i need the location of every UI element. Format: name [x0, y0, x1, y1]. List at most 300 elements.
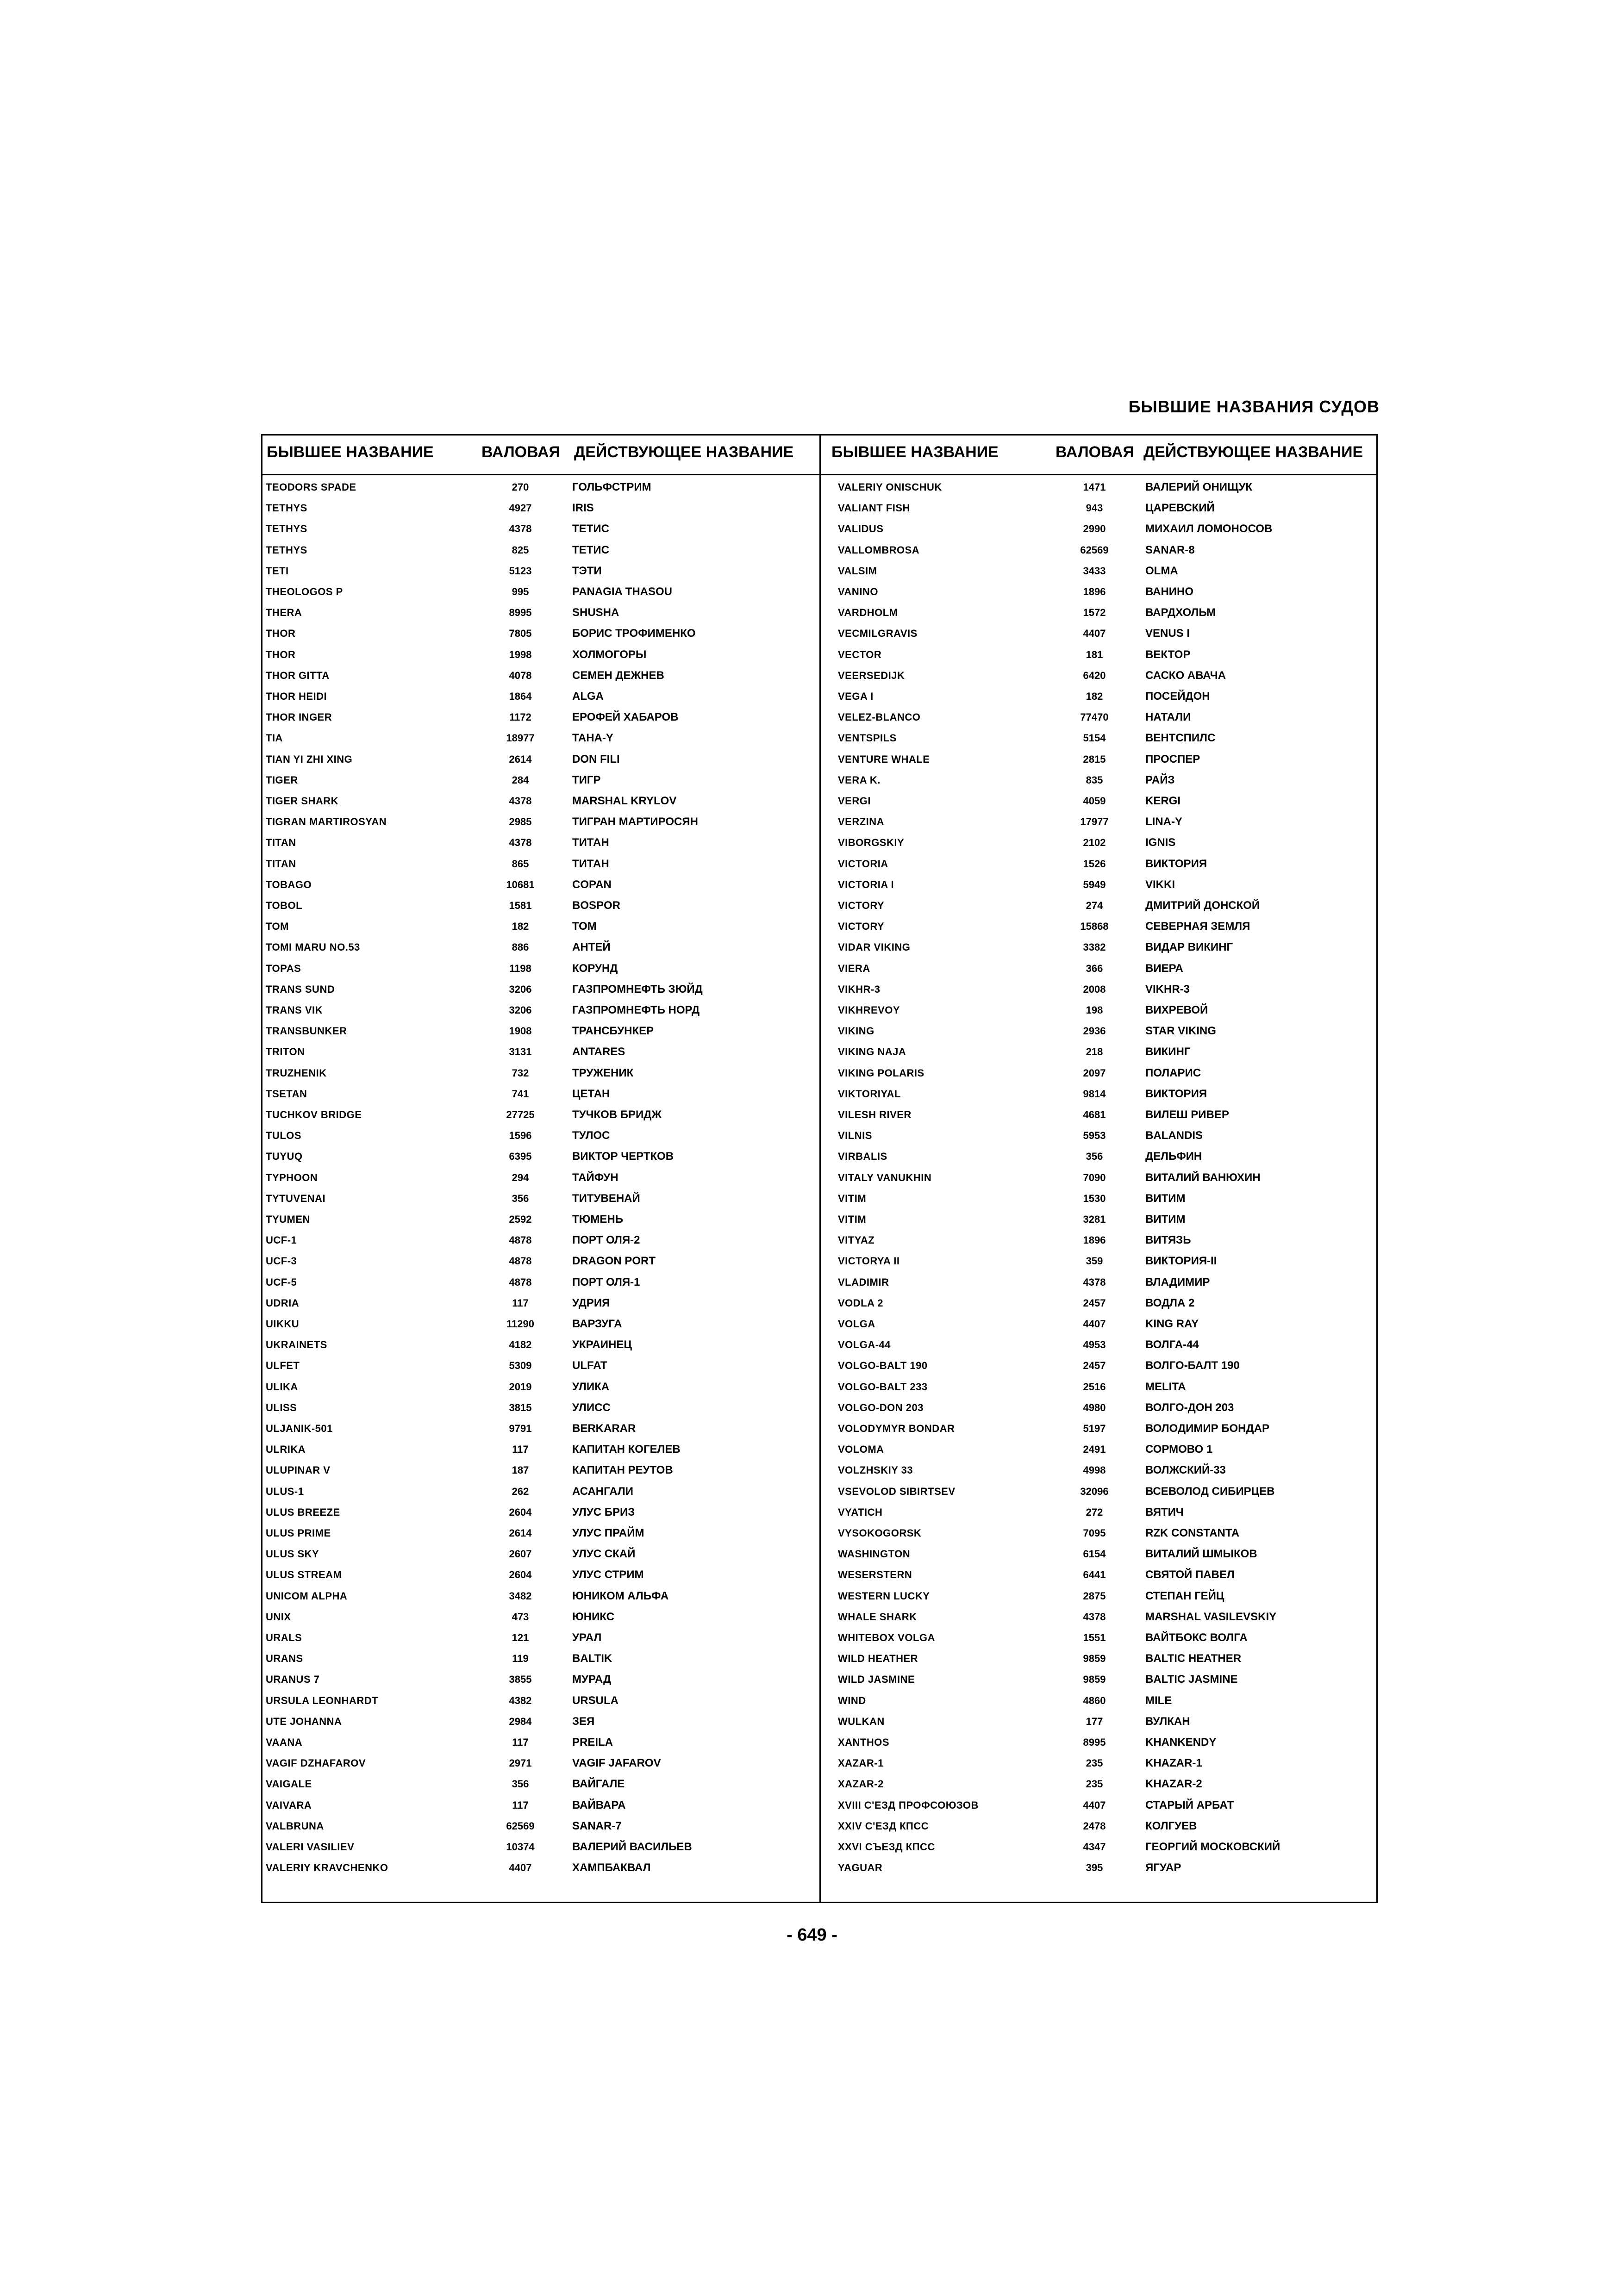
tonnage-cell: 2019	[509, 1381, 532, 1393]
tonnage-cell: 8995	[1083, 1736, 1106, 1748]
new-name-cell: ВИХРЕВОЙ	[1145, 1004, 1208, 1016]
tonnage-cell: 272	[1086, 1506, 1103, 1518]
new-name-cell: ТАЙФУН	[572, 1171, 618, 1184]
new-name-cell: СЕВЕРНАЯ ЗЕМЛЯ	[1145, 920, 1250, 933]
new-name-cell: КАПИТАН КОГЕЛЕВ	[572, 1443, 681, 1456]
old-name-cell: TUCHKOV BRIDGE	[266, 1109, 362, 1120]
tonnage-cell: 2607	[509, 1548, 532, 1560]
old-name-cell: VICTORY	[838, 921, 885, 933]
new-name-cell: ГОЛЬФСТРИМ	[572, 481, 651, 493]
old-name-cell: THOR	[266, 628, 296, 640]
old-name-cell: VILNIS	[838, 1130, 872, 1142]
tonnage-cell: 1530	[1083, 1192, 1106, 1204]
old-name-cell: VALERIY KRAVCHENKO	[266, 1862, 388, 1874]
new-name-cell: ВАРДХОЛЬМ	[1145, 606, 1216, 619]
old-name-cell: URANUS 7	[266, 1674, 320, 1686]
old-name-cell: TIGER SHARK	[266, 795, 339, 807]
tonnage-cell: 6395	[509, 1151, 532, 1163]
tonnage-cell: 1526	[1083, 858, 1106, 870]
tonnage-cell: 1198	[509, 962, 531, 974]
new-name-cell: ТИГРАН МАРТИРОСЯН	[572, 815, 698, 828]
tonnage-cell: 3382	[1083, 941, 1106, 953]
old-name-cell: ULFET	[266, 1360, 300, 1372]
old-name-cell: VERZINA	[838, 816, 885, 828]
new-name-cell: АНТЕЙ	[572, 941, 611, 954]
old-name-cell: VICTORIA	[838, 858, 888, 870]
new-name-cell: РАЙЗ	[1145, 773, 1175, 786]
old-name-cell: VOLZHSKIY 33	[838, 1464, 913, 1476]
new-name-cell: DRAGON PORT	[572, 1255, 656, 1268]
new-name-cell: ТИГР	[572, 773, 601, 786]
new-name-cell: ВОДЛА 2	[1145, 1296, 1195, 1309]
tonnage-cell: 117	[512, 1444, 529, 1456]
tonnage-cell: 1896	[1083, 1234, 1106, 1246]
old-name-cell: TETHYS	[266, 502, 307, 514]
old-name-cell: THOR GITTA	[266, 669, 330, 681]
old-name-cell: TOM	[266, 921, 289, 933]
old-name-cell: TETHYS	[266, 544, 307, 556]
old-name-cell: TITAN	[266, 858, 296, 870]
tonnage-cell: 2990	[1083, 523, 1106, 535]
tonnage-cell: 2875	[1083, 1590, 1106, 1602]
new-name-cell: ЕРОФЕЙ ХАБАРОВ	[572, 711, 679, 724]
new-name-cell: ТЭТИ	[572, 564, 602, 577]
tonnage-cell: 356	[1086, 1151, 1103, 1163]
old-name-cell: TRITON	[266, 1046, 305, 1058]
tonnage-cell: 4927	[509, 502, 532, 514]
new-name-cell: ВИТИМ	[1145, 1192, 1186, 1205]
new-name-cell: АСАНГАЛИ	[572, 1485, 633, 1498]
new-name-cell: IGNIS	[1145, 836, 1176, 849]
old-name-cell: ULUPINAR V	[266, 1464, 331, 1476]
new-name-cell: УКРАИНЕЦ	[572, 1338, 632, 1351]
new-name-cell: ТРАНСБУНКЕР	[572, 1025, 654, 1038]
new-name-cell: ЦАРЕВСКИЙ	[1145, 502, 1215, 515]
tonnage-cell: 117	[512, 1799, 529, 1811]
new-name-cell: VIKKI	[1145, 878, 1175, 891]
old-name-cell: TIA	[266, 732, 283, 744]
tonnage-cell: 2984	[509, 1715, 532, 1727]
new-name-cell: IRIS	[572, 502, 594, 515]
old-name-cell: WESTERN LUCKY	[838, 1590, 930, 1602]
tonnage-cell: 3482	[509, 1590, 532, 1602]
new-name-cell: СЕМЕН ДЕЖНЕВ	[572, 669, 664, 682]
tonnage-cell: 4378	[509, 795, 532, 807]
tonnage-cell: 1551	[1083, 1632, 1106, 1643]
tonnage-cell: 4878	[509, 1234, 532, 1246]
new-name-cell: ВОЛГО-БАЛТ 190	[1145, 1359, 1240, 1372]
new-name-cell: KHAZAR-2	[1145, 1778, 1202, 1791]
old-name-cell: VOLGA-44	[838, 1339, 891, 1351]
new-name-cell: ГАЗПРОМНЕФТЬ НОРД	[572, 1004, 700, 1016]
old-name-cell: TYUMEN	[266, 1213, 310, 1225]
new-name-cell: URSULA	[572, 1694, 618, 1707]
tonnage-cell: 6441	[1083, 1569, 1106, 1581]
tonnage-cell: 18977	[506, 732, 535, 744]
tonnage-cell: 27725	[506, 1109, 535, 1120]
new-name-cell: STAR VIKING	[1145, 1025, 1216, 1038]
new-name-cell: УЛУС ПРАЙМ	[572, 1527, 644, 1539]
tonnage-cell: 1998	[509, 648, 532, 660]
tonnage-cell: 4078	[509, 669, 532, 681]
new-name-cell: ЗЕЯ	[572, 1715, 595, 1728]
old-name-cell: WULKAN	[838, 1715, 885, 1727]
tonnage-cell: 1572	[1083, 607, 1106, 619]
tonnage-cell: 4407	[1083, 1799, 1106, 1811]
old-name-cell: UKRAINETS	[266, 1339, 327, 1351]
new-name-cell: TAHA-Y	[572, 732, 613, 745]
tonnage-cell: 2614	[509, 1527, 532, 1539]
tonnage-cell: 5197	[1083, 1423, 1106, 1434]
new-name-cell: ТИТАН	[572, 836, 609, 849]
tonnage-cell: 182	[1086, 691, 1103, 702]
old-name-cell: THOR	[266, 648, 296, 660]
old-name-cell: TIGRAN MARTIROSYAN	[266, 816, 387, 828]
new-name-cell: SANAR-8	[1145, 543, 1195, 556]
old-name-cell: VENTSPILS	[838, 732, 897, 744]
tonnage-cell: 1908	[509, 1025, 532, 1037]
tonnage-cell: 4407	[509, 1862, 532, 1874]
tonnage-cell: 5953	[1083, 1130, 1106, 1142]
new-name-cell: ВОЛГА-44	[1145, 1338, 1199, 1351]
new-name-cell: ТИТАН	[572, 857, 609, 870]
old-name-cell: VEERSEDIJK	[838, 669, 905, 681]
tonnage-cell: 1896	[1083, 586, 1106, 597]
new-name-cell: ALGA	[572, 690, 604, 703]
tonnage-cell: 182	[512, 921, 529, 933]
old-name-cell: URSULA LEONHARDT	[266, 1694, 379, 1706]
new-name-cell: ВИКТОРИЯ	[1145, 1087, 1207, 1100]
new-name-cell: ВИТЯЗЬ	[1145, 1234, 1191, 1247]
new-name-cell: СВЯТОЙ ПАВЕЛ	[1145, 1568, 1235, 1581]
tonnage-cell: 270	[512, 481, 529, 493]
old-name-cell: TOPAS	[266, 962, 301, 974]
tonnage-cell: 1864	[509, 691, 532, 702]
old-name-cell: VLADIMIR	[838, 1276, 889, 1288]
new-name-cell: СТЕПАН ГЕЙЦ	[1145, 1589, 1224, 1602]
old-name-cell: VIKING POLARIS	[838, 1067, 924, 1079]
tonnage-cell: 218	[1086, 1046, 1103, 1058]
old-name-cell: VICTORIA I	[838, 878, 894, 890]
new-name-cell: ЯГУАР	[1145, 1861, 1181, 1874]
tonnage-cell: 835	[1086, 774, 1103, 786]
tonnage-cell: 10681	[506, 878, 535, 890]
old-name-cell: VIBORGSKIY	[838, 837, 905, 849]
tonnage-cell: 9859	[1083, 1674, 1106, 1686]
new-name-cell: УДРИЯ	[572, 1296, 610, 1309]
new-name-cell: ВИЛЕШ РИВЕР	[1145, 1108, 1229, 1121]
new-name-cell: BOSPOR	[572, 899, 621, 912]
new-name-cell: ТЮМЕНЬ	[572, 1213, 623, 1226]
new-name-cell: DON FILI	[572, 753, 620, 765]
header-old-name-left: БЫВШЕЕ НАЗВАНИЕ	[267, 443, 434, 461]
old-name-cell: WIND	[838, 1694, 866, 1706]
page-title: БЫВШИЕ НАЗВАНИЯ СУДОВ	[1128, 397, 1380, 416]
tonnage-cell: 77470	[1080, 711, 1109, 723]
new-name-cell: ВАЙВАРА	[572, 1798, 626, 1811]
tonnage-cell: 9859	[1083, 1653, 1106, 1665]
tonnage-cell: 4998	[1083, 1464, 1106, 1476]
old-name-cell: VOLGA	[838, 1318, 875, 1330]
tonnage-cell: 4059	[1083, 795, 1106, 807]
new-name-cell: СОРМОВО 1	[1145, 1443, 1213, 1456]
tonnage-cell: 5154	[1083, 732, 1106, 744]
tonnage-cell: 5949	[1083, 878, 1106, 890]
tonnage-cell: 274	[1086, 900, 1103, 911]
old-name-cell: VOLGO-BALT 190	[838, 1360, 928, 1372]
old-name-cell: TRANS SUND	[266, 983, 335, 995]
tonnage-cell: 2971	[509, 1757, 532, 1769]
tonnage-cell: 32096	[1080, 1485, 1109, 1497]
tonnage-cell: 6154	[1083, 1548, 1106, 1560]
old-name-cell: UTE JOHANNA	[266, 1715, 342, 1727]
new-name-cell: MARSHAL KRYLOV	[572, 795, 677, 807]
new-name-cell: VAGIF JAFAROV	[572, 1757, 661, 1770]
new-name-cell: УЛУС БРИЗ	[572, 1506, 635, 1518]
new-name-cell: ANTARES	[572, 1045, 625, 1058]
new-name-cell: COPAN	[572, 878, 612, 891]
old-name-cell: VOLODYMYR BONDAR	[838, 1423, 955, 1434]
tonnage-cell: 886	[512, 941, 529, 953]
tonnage-cell: 235	[1086, 1778, 1103, 1790]
tonnage-cell: 187	[512, 1464, 529, 1476]
old-name-cell: WILD JASMINE	[838, 1674, 915, 1686]
new-name-cell: LINA-Y	[1145, 815, 1182, 828]
old-name-cell: UCF-1	[266, 1234, 297, 1246]
new-name-cell: KING RAY	[1145, 1318, 1199, 1330]
old-name-cell: ULRIKA	[266, 1444, 306, 1456]
old-name-cell: VIDAR VIKING	[838, 941, 911, 953]
new-name-cell: ПОЛАРИС	[1145, 1066, 1201, 1079]
old-name-cell: TSETAN	[266, 1088, 307, 1100]
old-name-cell: VILESH RIVER	[838, 1109, 912, 1120]
old-name-cell: VENTURE WHALE	[838, 753, 930, 765]
old-name-cell: TUYUQ	[266, 1151, 303, 1163]
new-name-cell: ВИДАР ВИКИНГ	[1145, 941, 1233, 954]
new-name-cell: ТОМ	[572, 920, 597, 933]
old-name-cell: VALLOMBROSA	[838, 544, 920, 556]
old-name-cell: TOBAGO	[266, 878, 312, 890]
header-tonnage-left: ВАЛОВАЯ	[481, 443, 560, 461]
new-name-cell: КАПИТАН РЕУТОВ	[572, 1464, 673, 1477]
tonnage-cell: 1471	[1083, 481, 1106, 493]
new-name-cell: SHUSHA	[572, 606, 619, 619]
new-name-cell: BERKARAR	[572, 1422, 636, 1435]
old-name-cell: TEODORS SPADE	[266, 481, 356, 493]
new-name-cell: ТУЛОС	[572, 1129, 610, 1142]
old-name-cell: VITIM	[838, 1213, 867, 1225]
tonnage-cell: 117	[512, 1736, 529, 1748]
old-name-cell: VOLGO-DON 203	[838, 1401, 924, 1413]
new-name-cell: ВАРЗУГА	[572, 1318, 622, 1330]
tonnage-cell: 1172	[509, 711, 531, 723]
new-name-cell: ВИТИМ	[1145, 1213, 1186, 1226]
new-name-cell: OLMA	[1145, 564, 1178, 577]
tonnage-cell: 2102	[1083, 837, 1106, 849]
new-name-cell: ПРОСПЕР	[1145, 753, 1200, 765]
old-name-cell: UIKKU	[266, 1318, 300, 1330]
new-name-cell: ВИТАЛИЙ ВАНЮХИН	[1145, 1171, 1261, 1184]
new-name-cell: ВАНИНО	[1145, 585, 1194, 598]
old-name-cell: UCF-3	[266, 1255, 297, 1267]
old-name-cell: VIRBALIS	[838, 1151, 887, 1163]
old-name-cell: VARDHOLM	[838, 607, 898, 619]
new-name-cell: ЦЕТАН	[572, 1087, 610, 1100]
old-name-cell: VERA K.	[838, 774, 881, 786]
old-name-cell: TULOS	[266, 1130, 302, 1142]
tonnage-cell: 825	[512, 544, 529, 556]
old-name-cell: WHITEBOX VOLGA	[838, 1632, 935, 1643]
old-name-cell: VAGIF DZHAFAROV	[266, 1757, 366, 1769]
page-number: - 649 -	[787, 1925, 837, 1945]
tonnage-cell: 4378	[1083, 1276, 1106, 1288]
tonnage-cell: 865	[512, 858, 529, 870]
tonnage-cell: 2614	[509, 753, 532, 765]
new-name-cell: ГЕОРГИЙ МОСКОВСКИЙ	[1145, 1841, 1280, 1853]
new-name-cell: VENUS I	[1145, 627, 1190, 640]
old-name-cell: UDRIA	[266, 1297, 300, 1309]
old-name-cell: URALS	[266, 1632, 302, 1643]
tonnage-cell: 4407	[1083, 1318, 1106, 1330]
tonnage-cell: 62569	[506, 1820, 535, 1832]
new-name-cell: ВИКИНГ	[1145, 1045, 1191, 1058]
old-name-cell: VIKING	[838, 1025, 874, 1037]
tonnage-cell: 3131	[509, 1046, 532, 1058]
tonnage-cell: 9814	[1083, 1088, 1106, 1100]
old-name-cell: VIERA	[838, 962, 870, 974]
new-name-cell: PANAGIA THASOU	[572, 585, 672, 598]
old-name-cell: VALIDUS	[838, 523, 884, 535]
old-name-cell: VAIGALE	[266, 1778, 312, 1790]
tonnage-cell: 366	[1086, 962, 1103, 974]
tonnage-cell: 3433	[1083, 565, 1106, 577]
new-name-cell: ВЛАДИМИР	[1145, 1276, 1210, 1288]
old-name-cell: UNIX	[266, 1611, 291, 1623]
old-name-cell: VIKHR-3	[838, 983, 881, 995]
tonnage-cell: 235	[1086, 1757, 1103, 1769]
tonnage-cell: 4378	[509, 523, 532, 535]
old-name-cell: THOR HEIDI	[266, 691, 327, 702]
new-name-cell: ВОЛГО-ДОН 203	[1145, 1401, 1234, 1414]
new-name-cell: BALANDIS	[1145, 1129, 1203, 1142]
new-name-cell: УЛУС СКАЙ	[572, 1548, 636, 1561]
tonnage-cell: 284	[512, 774, 529, 786]
new-name-cell: УЛИСС	[572, 1401, 611, 1414]
new-name-cell: ВАЛЕРИЙ ВАСИЛЬЕВ	[572, 1841, 692, 1853]
new-name-cell: BALTIC JASMINE	[1145, 1673, 1238, 1686]
tonnage-cell: 4407	[1083, 628, 1106, 640]
new-name-cell: ДМИТРИЙ ДОНСКОЙ	[1145, 899, 1260, 912]
new-name-cell: ВЯТИЧ	[1145, 1506, 1184, 1518]
old-name-cell: XXIV С'ЕЗД КПСС	[838, 1820, 929, 1832]
old-name-cell: XXVI СЪЕЗД КПСС	[838, 1841, 935, 1853]
new-name-cell: ПОСЕЙДОН	[1145, 690, 1210, 703]
new-name-cell: САСКО АВАЧА	[1145, 669, 1226, 682]
tonnage-cell: 4382	[509, 1694, 532, 1706]
tonnage-cell: 4378	[1083, 1611, 1106, 1623]
old-name-cell: TIGER	[266, 774, 298, 786]
old-name-cell: TYPHOON	[266, 1171, 318, 1183]
column-divider	[819, 434, 821, 1903]
old-name-cell: ULUS BREEZE	[266, 1506, 340, 1518]
old-name-cell: VIKTORIYAL	[838, 1088, 901, 1100]
old-name-cell: VANINO	[838, 586, 878, 597]
old-name-cell: ULJANIK-501	[266, 1423, 333, 1434]
old-name-cell: VALBRUNA	[266, 1820, 324, 1832]
new-name-cell: ВАЙГАЛЕ	[572, 1778, 625, 1791]
new-name-cell: МИХАИЛ ЛОМОНОСОВ	[1145, 523, 1273, 535]
old-name-cell: VEGA I	[838, 691, 874, 702]
header-tonnage-right: ВАЛОВАЯ	[1056, 443, 1134, 461]
tonnage-cell: 119	[512, 1653, 529, 1665]
old-name-cell: TRANS VIK	[266, 1004, 323, 1016]
tonnage-cell: 1596	[509, 1130, 532, 1142]
old-name-cell: VODLA 2	[838, 1297, 884, 1309]
tonnage-cell: 7090	[1083, 1171, 1106, 1183]
old-name-cell: VELEZ-BLANCO	[838, 711, 921, 723]
old-name-cell: UNICOM ALPHA	[266, 1590, 348, 1602]
header-rule	[261, 474, 1378, 475]
tonnage-cell: 732	[512, 1067, 529, 1079]
old-name-cell: VERGI	[838, 795, 871, 807]
tonnage-cell: 995	[512, 586, 529, 597]
old-name-cell: TITAN	[266, 837, 296, 849]
new-name-cell: ВАЛЕРИЙ ОНИЩУК	[1145, 481, 1253, 493]
old-name-cell: VITALY VANUKHIN	[838, 1171, 932, 1183]
tonnage-cell: 7095	[1083, 1527, 1106, 1539]
new-name-cell: БОРИС ТРОФИМЕНКО	[572, 627, 696, 640]
tonnage-cell: 294	[512, 1171, 529, 1183]
old-name-cell: TRUZHENIK	[266, 1067, 327, 1079]
tonnage-cell: 2008	[1083, 983, 1106, 995]
tonnage-cell: 356	[512, 1778, 529, 1790]
old-name-cell: VITIM	[838, 1192, 867, 1204]
tonnage-cell: 2592	[509, 1213, 532, 1225]
old-name-cell: TOBOL	[266, 900, 303, 911]
old-name-cell: WILD HEATHER	[838, 1653, 918, 1665]
old-name-cell: WASHINGTON	[838, 1548, 911, 1560]
old-name-cell: VYATICH	[838, 1506, 883, 1518]
old-name-cell: ULUS STREAM	[266, 1569, 342, 1581]
tonnage-cell: 356	[512, 1192, 529, 1204]
new-name-cell: KHAZAR-1	[1145, 1757, 1202, 1770]
new-name-cell: НАТАЛИ	[1145, 711, 1191, 724]
old-name-cell: THERA	[266, 607, 302, 619]
old-name-cell: VIKHREVOY	[838, 1004, 900, 1016]
tonnage-cell: 2604	[509, 1569, 532, 1581]
tonnage-cell: 8995	[509, 607, 532, 619]
old-name-cell: VECMILGRAVIS	[838, 628, 918, 640]
tonnage-cell: 1581	[509, 900, 532, 911]
new-name-cell: КОЛГУЕВ	[1145, 1819, 1197, 1832]
tonnage-cell: 2478	[1083, 1820, 1106, 1832]
new-name-cell: ВИЕРА	[1145, 962, 1183, 975]
old-name-cell: TOMI MARU NO.53	[266, 941, 360, 953]
new-name-cell: MILE	[1145, 1694, 1172, 1707]
new-name-cell: ПОРТ ОЛЯ-1	[572, 1276, 640, 1288]
tonnage-cell: 2985	[509, 816, 532, 828]
tonnage-cell: 3815	[509, 1401, 532, 1413]
tonnage-cell: 741	[512, 1088, 529, 1100]
tonnage-cell: 9791	[509, 1423, 532, 1434]
tonnage-cell: 3281	[1083, 1213, 1106, 1225]
new-name-cell: МУРАД	[572, 1673, 612, 1686]
new-name-cell: ХАМПБАКВАЛ	[572, 1861, 651, 1874]
tonnage-cell: 4347	[1083, 1841, 1106, 1853]
old-name-cell: VYSOKOGORSK	[838, 1527, 922, 1539]
old-name-cell: VAANA	[266, 1736, 303, 1748]
tonnage-cell: 17977	[1080, 816, 1109, 828]
